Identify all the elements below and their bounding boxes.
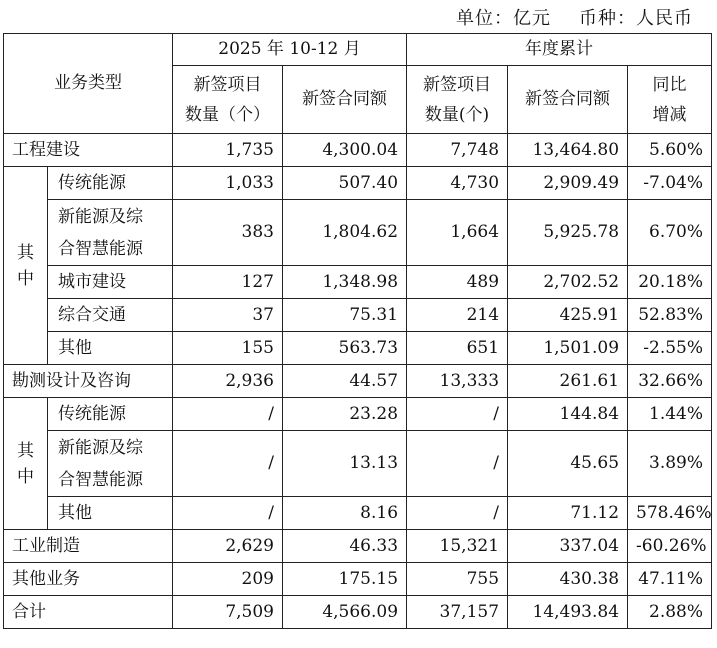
cell-ytd-count: 37,157 <box>407 596 508 629</box>
cell-yoy: 47.11% <box>628 563 712 596</box>
cell-q4-count: 1,033 <box>173 167 283 200</box>
cell-q4-amount: 4,300.04 <box>283 134 407 167</box>
cell-ytd-count: / <box>407 431 508 497</box>
cell-ytd-amount: 13,464.80 <box>508 134 628 167</box>
cell-q4-count: 127 <box>173 266 283 299</box>
cell-ytd-amount: 425.91 <box>508 299 628 332</box>
cell-q4-amount: 507.40 <box>283 167 407 200</box>
table-row-total <box>4 596 712 629</box>
sub-group-label: 其 中 <box>4 167 48 365</box>
cell-yoy: 578.46% <box>628 497 712 530</box>
header-row-1 <box>4 34 712 66</box>
row-label: 工程建设 <box>4 134 173 167</box>
header-period-q4: 2025 年 10-12 月 <box>173 34 407 66</box>
cell-ytd-count: / <box>407 398 508 431</box>
cell-q4-count: 209 <box>173 563 283 596</box>
row-label: 其他业务 <box>4 563 173 596</box>
row-label: 新能源及综 合智慧能源 <box>48 200 173 266</box>
cell-yoy: -2.55% <box>628 332 712 365</box>
table-row <box>4 398 712 431</box>
cell-ytd-count: 4,730 <box>407 167 508 200</box>
cell-q4-amount: 175.15 <box>283 563 407 596</box>
cell-q4-amount: 563.73 <box>283 332 407 365</box>
header-q4-project-count: 新签项目 数量（个） <box>173 66 283 134</box>
cell-q4-count: 2,936 <box>173 365 283 398</box>
cell-q4-count: 37 <box>173 299 283 332</box>
row-label: 其他 <box>48 497 173 530</box>
table-row <box>4 563 712 596</box>
cell-yoy: 32.66% <box>628 365 712 398</box>
row-label: 综合交通 <box>48 299 173 332</box>
cell-ytd-amount: 144.84 <box>508 398 628 431</box>
cell-ytd-amount: 2,909.49 <box>508 167 628 200</box>
header-yoy: 同比 增减 <box>628 66 712 134</box>
row-label: 勘测设计及咨询 <box>4 365 173 398</box>
cell-yoy: 52.83% <box>628 299 712 332</box>
header-business-type: 业务类型 <box>4 34 173 134</box>
table-row <box>4 299 712 332</box>
cell-ytd-count: 214 <box>407 299 508 332</box>
cell-yoy: 20.18% <box>628 266 712 299</box>
table-row <box>4 530 712 563</box>
cell-q4-amount: 13.13 <box>283 431 407 497</box>
row-label: 其他 <box>48 332 173 365</box>
header-period-ytd: 年度累计 <box>407 34 712 66</box>
cell-yoy: -7.04% <box>628 167 712 200</box>
row-label: 新能源及综 合智慧能源 <box>48 431 173 497</box>
cell-ytd-count: / <box>407 497 508 530</box>
cell-q4-count: / <box>173 497 283 530</box>
cell-ytd-count: 7,748 <box>407 134 508 167</box>
cell-ytd-count: 1,664 <box>407 200 508 266</box>
cell-ytd-amount: 2,702.52 <box>508 266 628 299</box>
cell-ytd-count: 13,333 <box>407 365 508 398</box>
cell-ytd-amount: 45.65 <box>508 431 628 497</box>
cell-q4-amount: 1,348.98 <box>283 266 407 299</box>
row-label: 城市建设 <box>48 266 173 299</box>
cell-q4-count: / <box>173 431 283 497</box>
cell-q4-count: 155 <box>173 332 283 365</box>
new-contracts-table <box>3 33 712 629</box>
cell-yoy: 2.88% <box>628 596 712 629</box>
table-row <box>4 497 712 530</box>
cell-ytd-amount: 261.61 <box>508 365 628 398</box>
sub-group-label: 其 中 <box>4 398 48 530</box>
cell-ytd-count: 651 <box>407 332 508 365</box>
unit-currency-line <box>428 4 693 30</box>
cell-ytd-amount: 14,493.84 <box>508 596 628 629</box>
cell-q4-count: 1,735 <box>173 134 283 167</box>
cell-q4-count: 7,509 <box>173 596 283 629</box>
cell-q4-amount: 75.31 <box>283 299 407 332</box>
unit-label: 单位：亿元 <box>456 8 551 29</box>
table-row <box>4 332 712 365</box>
cell-ytd-amount: 430.38 <box>508 563 628 596</box>
table-row <box>4 134 712 167</box>
cell-ytd-amount: 337.04 <box>508 530 628 563</box>
row-label: 传统能源 <box>48 398 173 431</box>
header-q4-contract-amount: 新签合同额 <box>283 66 407 134</box>
header-ytd-contract-amount: 新签合同额 <box>508 66 628 134</box>
header-ytd-project-count: 新签项目 数量(个) <box>407 66 508 134</box>
cell-q4-amount: 46.33 <box>283 530 407 563</box>
cell-q4-count: 2,629 <box>173 530 283 563</box>
currency-label: 币种：人民币 <box>579 8 693 29</box>
cell-yoy: 6.70% <box>628 200 712 266</box>
cell-ytd-count: 15,321 <box>407 530 508 563</box>
cell-ytd-amount: 5,925.78 <box>508 200 628 266</box>
cell-yoy: 3.89% <box>628 431 712 497</box>
cell-yoy: 5.60% <box>628 134 712 167</box>
cell-q4-amount: 23.28 <box>283 398 407 431</box>
cell-yoy: 1.44% <box>628 398 712 431</box>
cell-q4-count: / <box>173 398 283 431</box>
table-row <box>4 266 712 299</box>
table-row <box>4 200 712 266</box>
cell-ytd-amount: 71.12 <box>508 497 628 530</box>
cell-q4-amount: 8.16 <box>283 497 407 530</box>
cell-q4-amount: 44.57 <box>283 365 407 398</box>
table-row <box>4 167 712 200</box>
cell-ytd-count: 755 <box>407 563 508 596</box>
table-row <box>4 365 712 398</box>
cell-ytd-amount: 1,501.09 <box>508 332 628 365</box>
cell-yoy: -60.26% <box>628 530 712 563</box>
cell-q4-amount: 4,566.09 <box>283 596 407 629</box>
cell-q4-amount: 1,804.62 <box>283 200 407 266</box>
cell-q4-count: 383 <box>173 200 283 266</box>
row-label: 工业制造 <box>4 530 173 563</box>
row-label: 传统能源 <box>48 167 173 200</box>
table-row <box>4 431 712 497</box>
row-label: 合计 <box>4 596 173 629</box>
cell-ytd-count: 489 <box>407 266 508 299</box>
